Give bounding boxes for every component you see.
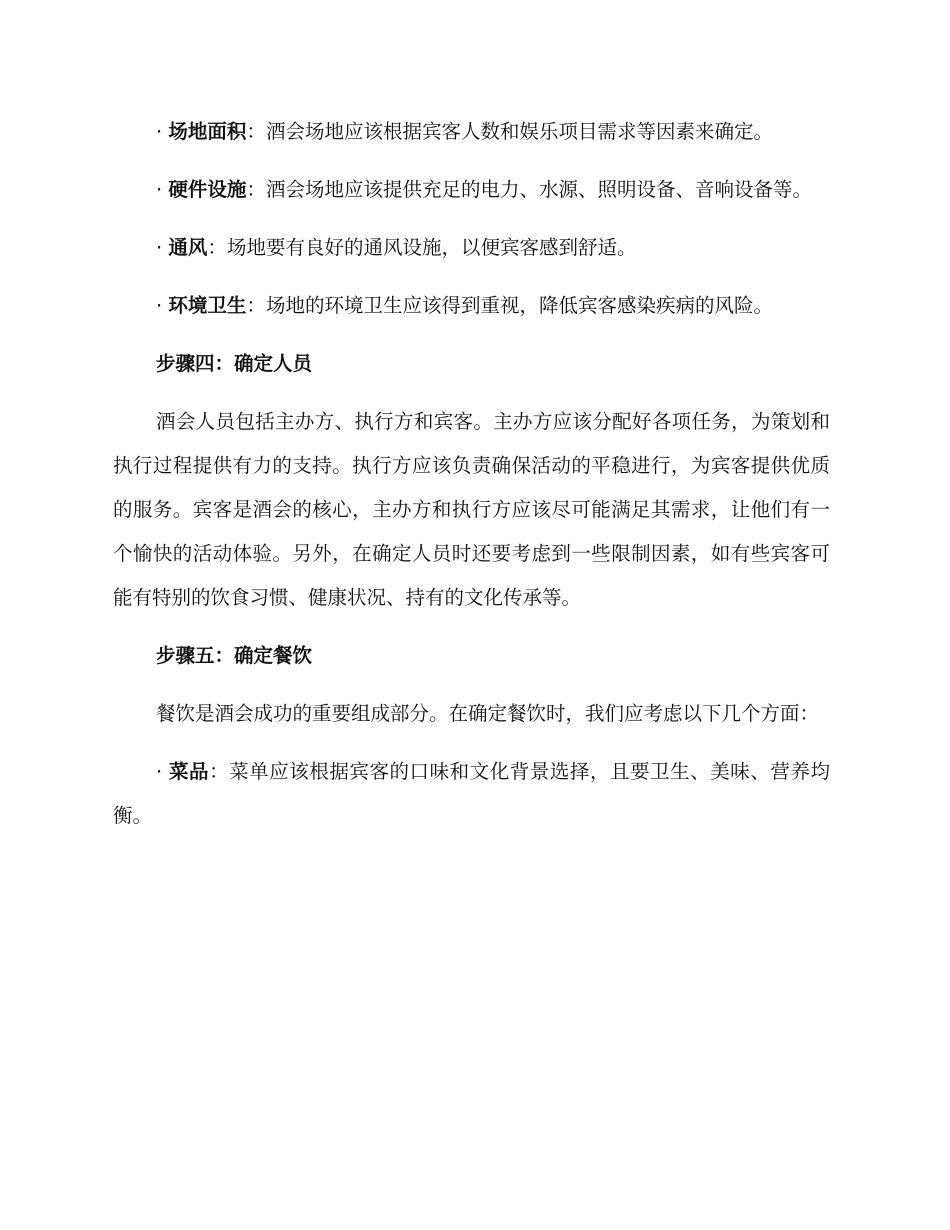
bullet-term: 环境卫生 bbox=[168, 294, 247, 317]
bullet-marker: · bbox=[156, 294, 169, 317]
bullet-separator: ： bbox=[207, 236, 227, 259]
bullet-text: 场地的环境卫生应该得到重视，降低宾客感染疾病的风险。 bbox=[265, 294, 773, 317]
bullet-venue-hygiene bbox=[113, 284, 830, 328]
bullet-marker: · bbox=[156, 236, 169, 259]
bullet-marker: · bbox=[156, 120, 169, 143]
bullet-venue-ventilation bbox=[113, 226, 830, 270]
bullet-term: 通风 bbox=[168, 236, 208, 259]
bullet-separator: ： bbox=[209, 760, 230, 783]
bullet-text: 场地要有良好的通风设施，以便宾客感到舒适。 bbox=[226, 236, 637, 259]
bullet-text: 酒会场地应该提供充足的电力、水源、照明设备、音响设备等。 bbox=[265, 178, 812, 201]
bullet-catering-dishes bbox=[113, 750, 830, 838]
document-body bbox=[113, 110, 830, 838]
bullet-term: 菜品 bbox=[168, 760, 210, 783]
bullet-marker: · bbox=[156, 178, 169, 201]
bullet-term: 场地面积 bbox=[168, 120, 247, 143]
bullet-term: 硬件设施 bbox=[168, 178, 247, 201]
step5-heading: 步骤五：确定餐饮 bbox=[156, 644, 313, 667]
bullet-text: 酒会场地应该根据宾客人数和娱乐项目需求等因素来确定。 bbox=[265, 120, 773, 143]
bullet-text: 菜单应该根据宾客的口味和文化背景选择，且要卫生、美味、营养均衡。 bbox=[113, 760, 830, 827]
bullet-venue-hardware bbox=[113, 168, 830, 212]
step5-body: 餐饮是酒会成功的重要组成部分。在确定餐饮时，我们应考虑以下几个方面： bbox=[156, 702, 820, 725]
step4-body: 酒会人员包括主办方、执行方和宾客。主办方应该分配好各项任务，为策划和执行过程提供有力的支持。执行方应该负责确保活动的平稳进行，为宾客提供优质的服务。宾客是酒会的核心，主办方和执行方应该尽可能满足其需求，让他们有一个愉快的活动体验。另外，在确定人员时还要考虑到一些限制因素，如有些宾客可能有特别的饮食习惯、健康状况、持有的文化传承等。 bbox=[113, 410, 830, 609]
bullet-separator: ： bbox=[246, 120, 266, 143]
bullet-venue-area bbox=[113, 110, 830, 154]
bullet-separator: ： bbox=[246, 178, 266, 201]
bullet-marker: · bbox=[156, 760, 169, 783]
step4-heading: 步骤四：确定人员 bbox=[156, 352, 313, 375]
bullet-separator: ： bbox=[246, 294, 266, 317]
